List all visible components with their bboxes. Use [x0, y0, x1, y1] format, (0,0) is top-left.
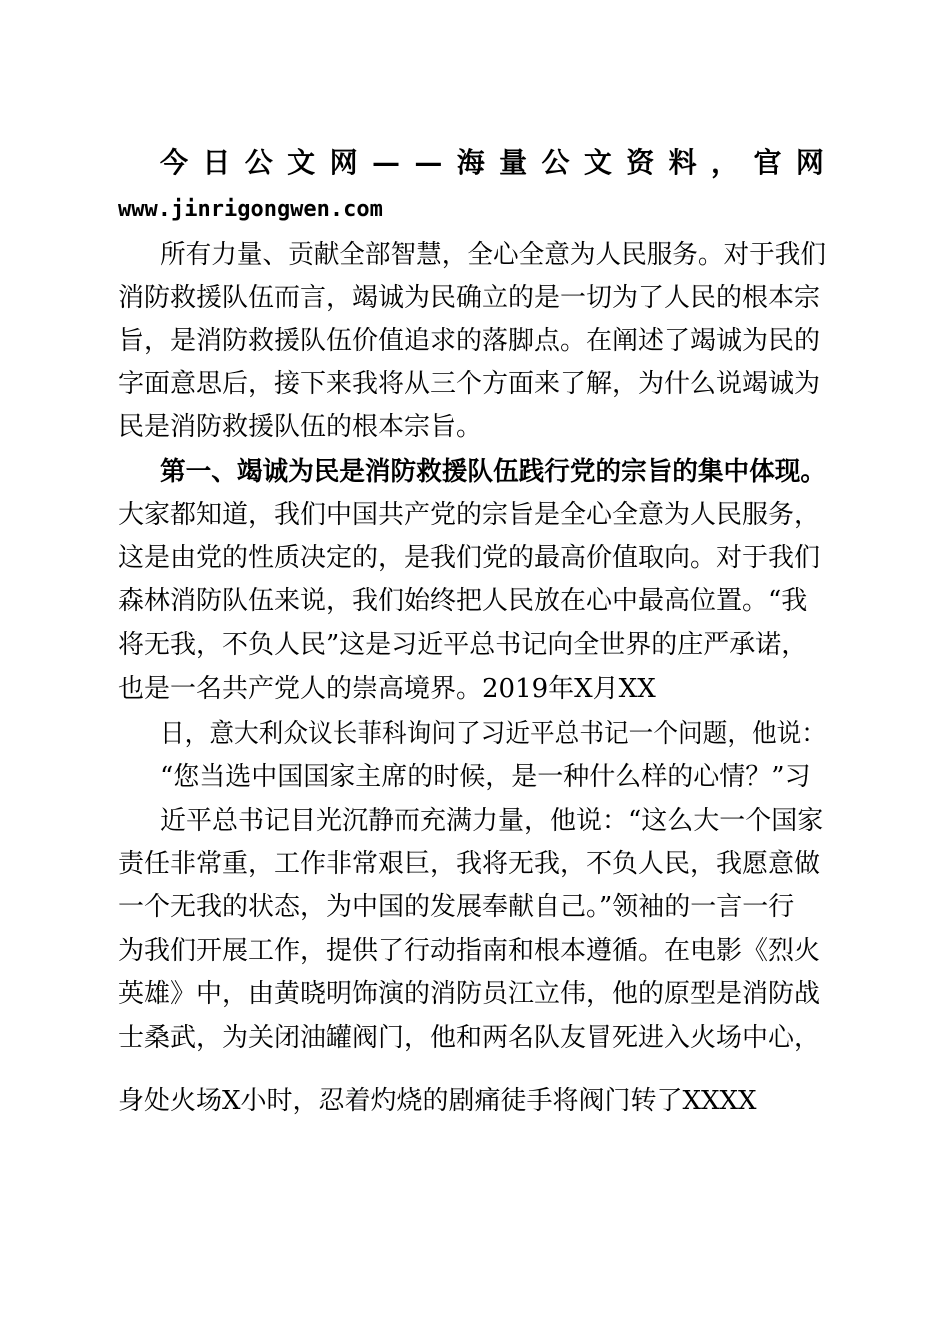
header-title-char: 网	[329, 146, 358, 179]
header-title-char: 公	[244, 146, 273, 179]
header-title-char: 今	[160, 146, 189, 179]
header-title-char: 资	[626, 146, 655, 179]
text-line: 士桑武，为关闭油罐阀门，他和两名队友冒死进入火场中心，	[118, 1023, 821, 1053]
header-title-char: 料	[668, 146, 697, 179]
header-title-char: 官	[753, 146, 782, 179]
text-line: 身处火场X小时，忍着灼烧的剧痛徒手将阀门转了XXXX	[118, 1086, 757, 1116]
header-title-char: 文	[583, 146, 612, 179]
header-title-char: 海	[456, 146, 485, 179]
text-line: “您当选中国国家主席的时候，是一种什么样的心情？”习	[160, 762, 811, 792]
text-line: 为我们开展工作，提供了行动指南和根本遵循。在电影《烈火	[118, 936, 821, 966]
text-line: 所有力量、贡献全部智慧，全心全意为人民服务。对于我们	[160, 240, 827, 270]
text-line: 英雄》中，由黄晓明饰演的消防员江立伟，他的原型是消防战	[118, 979, 821, 1009]
header-title-char: ，	[711, 146, 740, 179]
text-line: 也是一名共产党人的崇高境界。2019年X月XX	[118, 674, 656, 704]
text-line: 责任非常重，工作非常艰巨，我将无我，不负人民，我愿意做	[118, 849, 821, 879]
header-title-char: 量	[499, 146, 528, 179]
text-line: 日，意大利众议长菲科询问了习近平总书记一个问题，他说：	[160, 719, 827, 749]
text-line: 民是消防救援队伍的根本宗旨。	[118, 412, 483, 442]
text-line: 字面意思后，接下来我将从三个方面来了解，为什么说竭诚为	[118, 369, 821, 399]
header-title-char: 公	[541, 146, 570, 179]
text-line: 近平总书记目光沉静而充满力量，他说：“这么大一个国家	[160, 806, 824, 836]
header-title	[160, 146, 824, 180]
header-title-char: —	[414, 146, 443, 179]
text-line: 大家都知道，我们中国共产党的宗旨是全心全意为人民服务，	[118, 500, 821, 530]
text-line: 消防救援队伍而言，竭诚为民确立的是一切为了人民的根本宗	[118, 283, 821, 313]
header-title-char: —	[371, 146, 400, 179]
text-line: 森林消防队伍来说，我们始终把人民放在心中最高位置。“我	[118, 586, 808, 616]
text-line: 旨，是消防救援队伍价值追求的落脚点。在阐述了竭诚为民的	[118, 326, 821, 356]
text-line: 将无我，不负人民”这是习近平总书记向全世界的庄严承诺，	[118, 630, 808, 660]
text-line: 这是由党的性质决定的，是我们党的最高价值取向。对于我们	[118, 543, 821, 573]
section-heading: 第一、竭诚为民是消防救援队伍践行党的宗旨的集中体现。	[160, 457, 827, 487]
header-title-char: 日	[202, 146, 231, 179]
header-title-char: 文	[287, 146, 316, 179]
header-url: www.jinrigongwen.com	[118, 197, 383, 222]
text-line: 一个无我的状态，为中国的发展奉献自己。”领袖的一言一行	[118, 892, 795, 922]
header-title-char: 网	[795, 146, 824, 179]
